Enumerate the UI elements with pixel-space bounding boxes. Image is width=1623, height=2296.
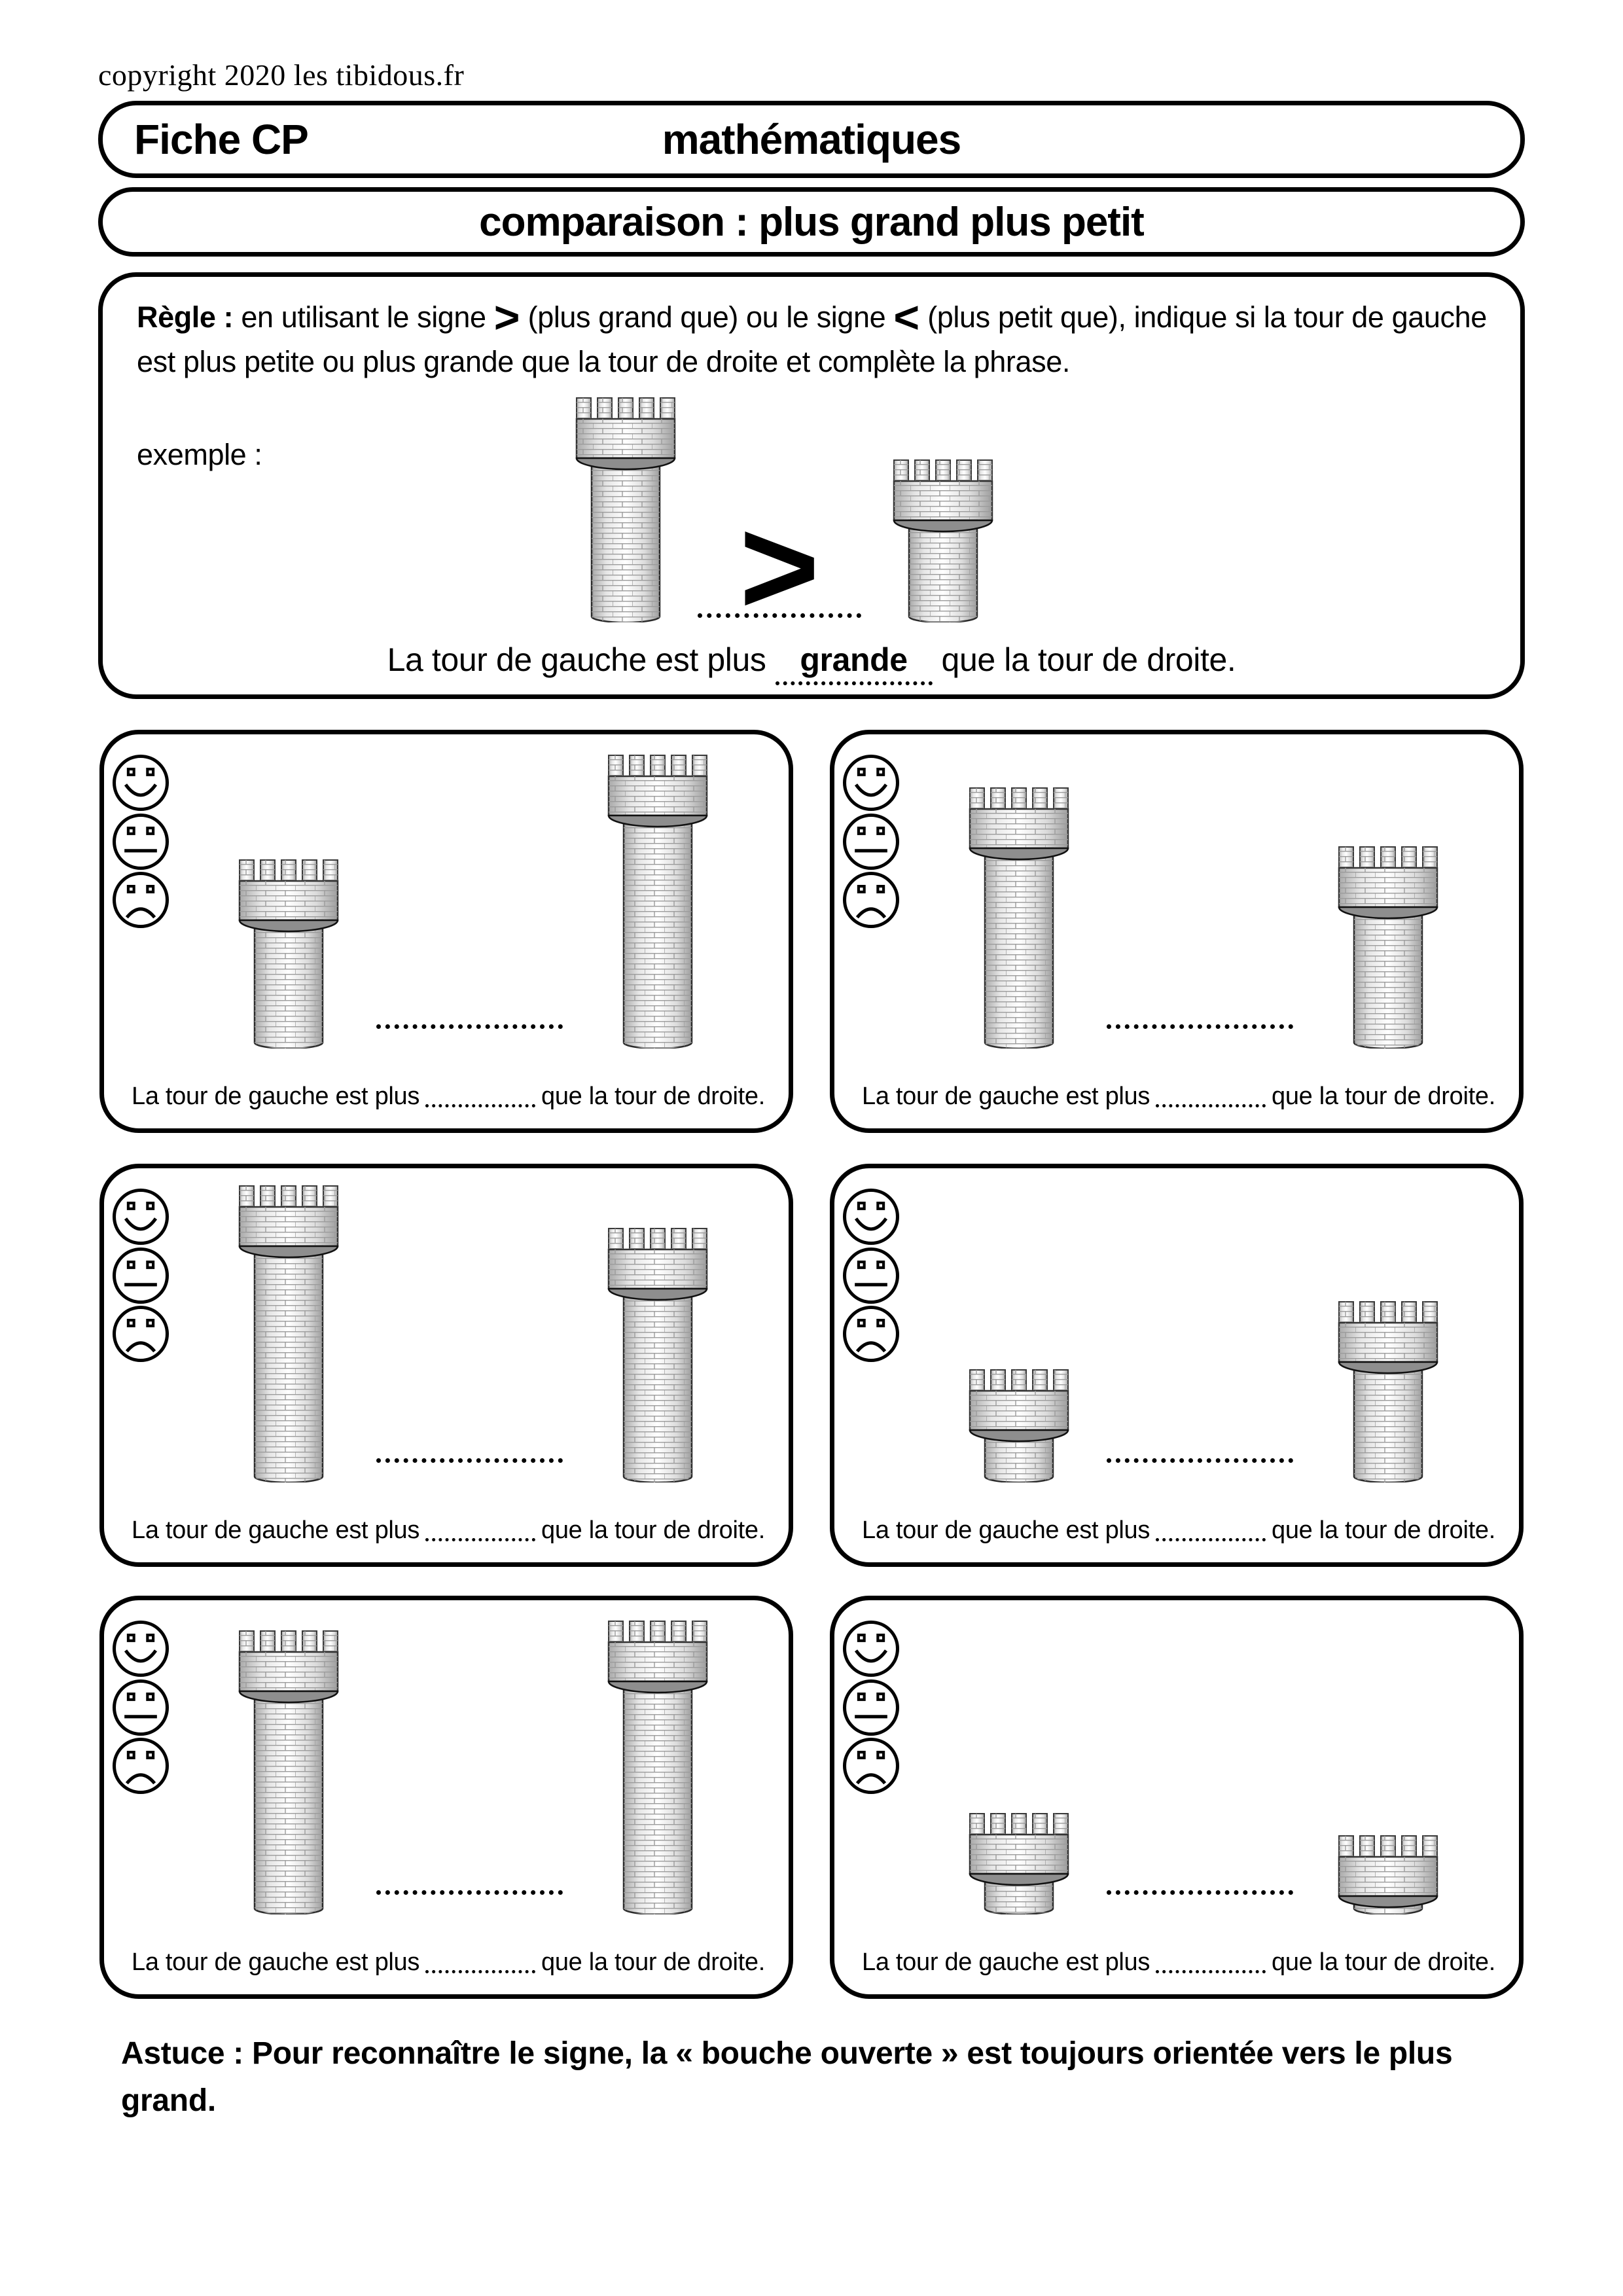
- rule-text: Règle : en utilisant le signe > (plus grand que) ou le signe < (plus petit que), indique si la tour de gauche est plus petite ou plus grande que la tour de droite et complète la phrase.: [137, 293, 1487, 379]
- subject-label: mathématiques: [662, 116, 961, 163]
- right-tower-illustration: [1336, 1835, 1440, 1914]
- exercise-caption: [132, 1083, 765, 1111]
- caption-answer-line[interactable]: [1156, 1538, 1266, 1541]
- example-label: exemple :: [137, 438, 262, 471]
- sad-face-icon[interactable]: [111, 1304, 171, 1364]
- sign-answer-line[interactable]: [376, 1890, 563, 1895]
- sign-answer-line[interactable]: [1107, 1024, 1293, 1029]
- caption-start: La tour de gauche est plus: [862, 1948, 1150, 1976]
- title-box: [98, 187, 1525, 257]
- example-sentence: [103, 641, 1520, 685]
- right-tower-illustration: [605, 1620, 710, 1914]
- example-sentence-end: que la tour de droite.: [941, 641, 1236, 678]
- caption-answer-line[interactable]: [425, 1970, 535, 1973]
- neutral-face-icon[interactable]: [111, 1677, 171, 1738]
- right-tower-illustration: [605, 1227, 710, 1482]
- tip-label: Astuce :: [121, 2036, 243, 2071]
- left-tower-illustration: [967, 787, 1071, 1049]
- caption-start: La tour de gauche est plus: [862, 1516, 1150, 1544]
- sign-answer-line[interactable]: [376, 1024, 563, 1029]
- example-sentence-start: La tour de gauche est plus: [387, 641, 766, 678]
- page-title: comparaison : plus grand plus petit: [479, 199, 1144, 245]
- caption-end: que la tour de droite.: [1272, 1516, 1495, 1544]
- exercise-box-6: [830, 1596, 1524, 1999]
- right-tower-illustration: [1336, 1300, 1440, 1482]
- left-tower-illustration: [967, 1369, 1071, 1482]
- sign-answer-line[interactable]: [376, 1458, 563, 1463]
- happy-face-icon[interactable]: [841, 1619, 901, 1679]
- neutral-face-icon[interactable]: [841, 812, 901, 872]
- exercise-caption: [862, 1516, 1495, 1545]
- right-tower-illustration: [1336, 846, 1440, 1049]
- exercise-box-5: [99, 1596, 793, 1999]
- example-answer: grande: [800, 641, 908, 678]
- right-tower-illustration: [605, 754, 710, 1049]
- exercise-caption: [132, 1948, 765, 1977]
- tip-text: Astuce : Pour reconnaître le signe, la « bouche ouverte » est toujours orientée vers le plus grand.: [121, 2036, 1453, 2118]
- rule-box: [98, 272, 1525, 699]
- happy-face-icon[interactable]: [841, 1187, 901, 1247]
- less-than-sign: <: [893, 293, 920, 342]
- neutral-face-icon[interactable]: [111, 812, 171, 872]
- left-tower-illustration: [236, 1630, 341, 1914]
- example-left-tower-illustration: [573, 397, 678, 622]
- neutral-face-icon[interactable]: [841, 1677, 901, 1738]
- caption-end: que la tour de droite.: [541, 1083, 765, 1110]
- caption-answer-line[interactable]: [425, 1104, 535, 1107]
- sign-answer-line[interactable]: [1107, 1458, 1293, 1463]
- caption-answer-line[interactable]: [1156, 1104, 1266, 1107]
- example-sign-answer-line[interactable]: [698, 613, 861, 618]
- copyright-text: copyright 2020 les tibidous.fr: [98, 58, 465, 92]
- exercise-box-1: [99, 730, 793, 1133]
- caption-answer-line[interactable]: [1156, 1970, 1266, 1973]
- left-tower-illustration: [967, 1812, 1071, 1914]
- happy-face-icon[interactable]: [841, 753, 901, 813]
- happy-face-icon[interactable]: [111, 753, 171, 813]
- exercise-box-4: [830, 1164, 1524, 1567]
- rule-label: Règle :: [137, 300, 234, 334]
- exercise-caption: [862, 1948, 1495, 1977]
- caption-answer-line[interactable]: [425, 1538, 535, 1541]
- header-box: [98, 101, 1525, 178]
- left-tower-illustration: [236, 1185, 341, 1482]
- greater-than-sign: >: [493, 293, 520, 342]
- sad-face-icon[interactable]: [841, 870, 901, 930]
- exercise-caption: [862, 1083, 1495, 1111]
- neutral-face-icon[interactable]: [111, 1246, 171, 1306]
- caption-start: La tour de gauche est plus: [132, 1948, 420, 1976]
- exercise-caption: [132, 1516, 765, 1545]
- caption-end: que la tour de droite.: [1272, 1083, 1495, 1110]
- caption-start: La tour de gauche est plus: [862, 1083, 1150, 1110]
- exercise-box-3: [99, 1164, 793, 1567]
- happy-face-icon[interactable]: [111, 1187, 171, 1247]
- caption-start: La tour de gauche est plus: [132, 1516, 420, 1544]
- sheet-level-label: Fiche CP: [134, 116, 308, 163]
- sad-face-icon[interactable]: [111, 870, 171, 930]
- sad-face-icon[interactable]: [111, 1736, 171, 1796]
- example-sign: >: [739, 490, 820, 643]
- caption-end: que la tour de droite.: [541, 1948, 765, 1976]
- sad-face-icon[interactable]: [841, 1304, 901, 1364]
- exercise-box-2: [830, 730, 1524, 1133]
- caption-end: que la tour de droite.: [541, 1516, 765, 1544]
- caption-end: que la tour de droite.: [1272, 1948, 1495, 1976]
- happy-face-icon[interactable]: [111, 1619, 171, 1679]
- example-right-tower-illustration: [891, 459, 995, 622]
- sign-answer-line[interactable]: [1107, 1890, 1293, 1895]
- neutral-face-icon[interactable]: [841, 1246, 901, 1306]
- sad-face-icon[interactable]: [841, 1736, 901, 1796]
- left-tower-illustration: [236, 859, 341, 1049]
- caption-start: La tour de gauche est plus: [132, 1083, 420, 1110]
- example-answer-blank: [776, 641, 933, 685]
